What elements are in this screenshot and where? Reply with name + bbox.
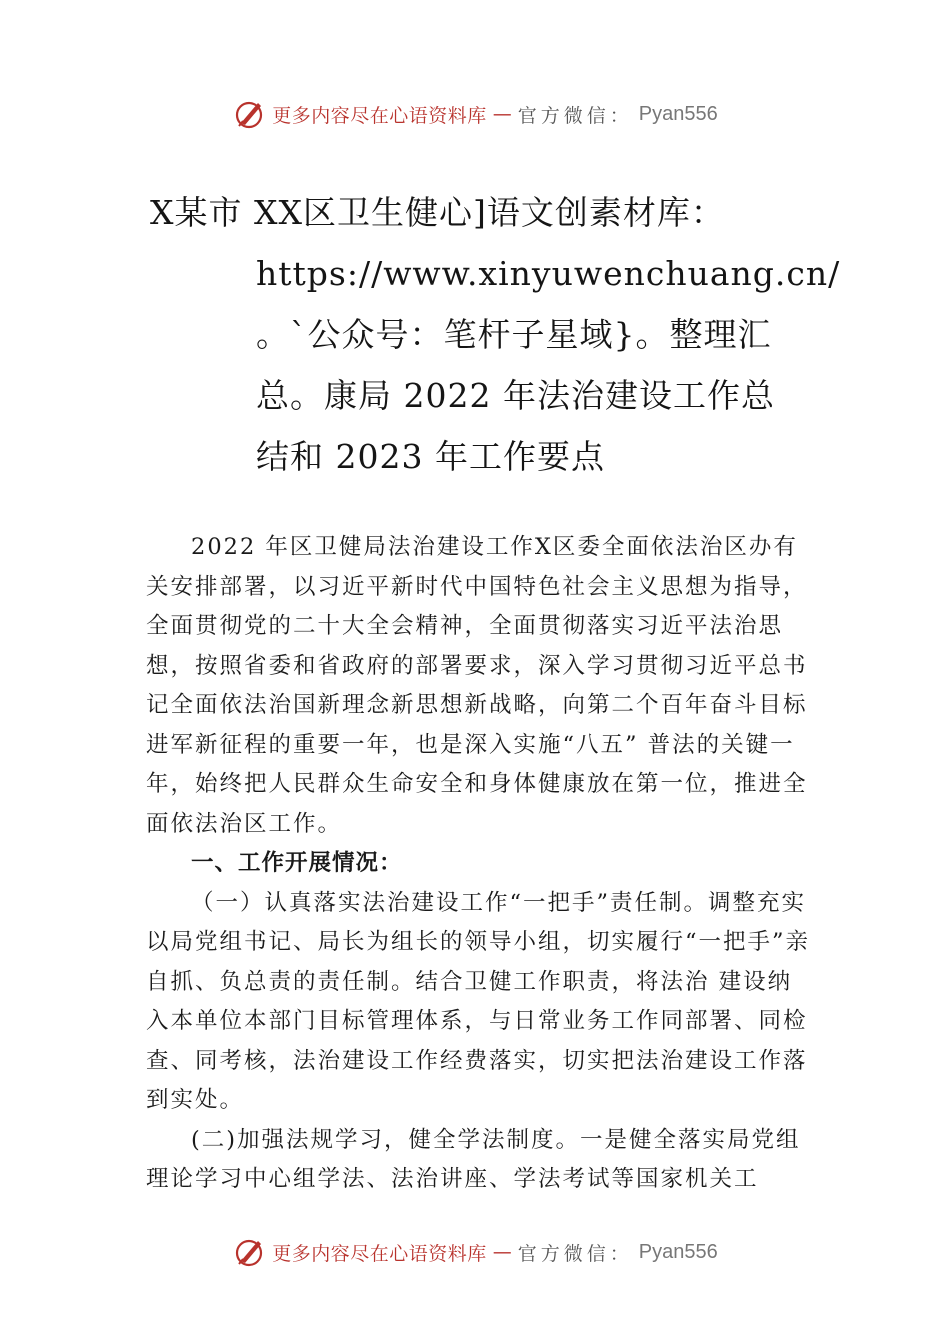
document-body (146, 528, 816, 1200)
banner-site-text: 更多内容尽在心语资料库 (272, 104, 487, 127)
banner-wechat-id: Pyan556 (638, 102, 718, 125)
title-line-3: 。`公众号：笔杆子星域}。整理汇 (256, 315, 772, 354)
banner-separator: — (492, 103, 512, 125)
title-line-2: https://www.xinyuwenchuang.cn/ (256, 254, 841, 293)
footer-banner (0, 1232, 950, 1272)
document-title (150, 182, 841, 487)
footer-separator: — (492, 1241, 512, 1263)
footer-wechat-id: Pyan556 (638, 1240, 718, 1263)
section-1-heading: 一、工作开展情况： (191, 850, 403, 876)
paragraph-1: （一）认真落实法治建设工作“一把手”责任制。调整充实以局党组书记、局长为组长的领导小组，切实履行“一把手”亲自抓、负总责的责任制。结合卫健工作职责，将法治 建设纳入本单位本部门目标管理体系，与日常业务工作同部署、同检查、同考核，法治建设工作经费落实，切实把法治建设工作落到实处。 (146, 889, 811, 1113)
quill-pen-icon (232, 97, 266, 131)
title-continuation (150, 243, 841, 487)
title-line-5: 结和 2023 年工作要点 (256, 437, 605, 476)
title-line-4: 总。康局 2022 年法治建设工作总 (256, 376, 775, 415)
footer-site-text: 更多内容尽在心语资料库 (272, 1242, 487, 1265)
title-line-1: X某市 XX区卫生健心]语文创素材库： (150, 193, 725, 232)
footer-wechat-label: 官方微信： (517, 1242, 633, 1265)
quill-pen-icon (232, 1235, 266, 1269)
intro-paragraph: 2022 年区卫健局法治建设工作X区委全面依法治区办有关安排部署，以习近平新时代中国特色社会主义思想为指导，全面贯彻党的二十大全会精神，全面贯彻落实习近平法治思想，按照省委和省政府的部署要求，深入学习贯彻习近平总书记全面依法治国新理念新思想新战略，向第二个百年奋斗目标进军新征程的重要一年，也是深入实施“八五” 普法的关键一年，始终把人民群众生命安全和身体健康放在第一位，推进全面依法治区工作。 (146, 534, 808, 837)
paragraph-2: (二)加强法规学习，健全学法制度。一是健全落实局党组理论学习中心组学法、法治讲座、学法考试等国家机关工 (146, 1126, 801, 1192)
header-banner (0, 94, 950, 134)
banner-wechat-label: 官方微信： (517, 104, 633, 127)
